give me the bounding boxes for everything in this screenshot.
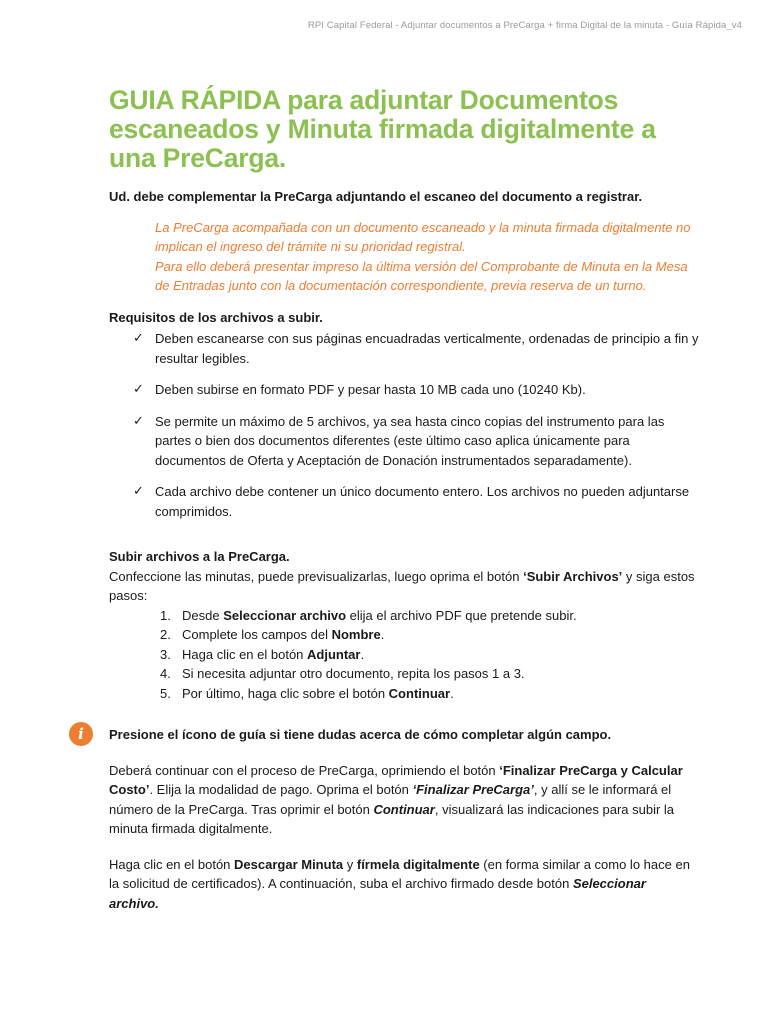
para1-a: Deberá continuar con el proceso de PreCarga, oprimiendo el botón [109,762,500,778]
step-bold: Adjuntar [307,646,361,662]
step-number: 3. [160,646,171,662]
step-item [109,664,699,684]
requirement-text: Deben subirse en formato PDF y pesar hasta 10 MB cada uno (10240 Kb). [155,382,586,397]
step-text: Desde [182,607,224,623]
guide-note [78,725,699,745]
step-number: 1. [160,607,171,623]
para1-g: , visualizará las indicaciones para subir la minuta firmada digitalmente. [109,801,675,836]
requirement-item [109,380,699,400]
step-text: Complete los campos del [182,627,332,642]
step-text-post: elija el archivo PDF que pretende subir. [346,607,577,623]
checkmark-icon: ✓ [133,381,144,396]
document-body [78,85,699,913]
requirement-item [109,412,699,471]
para2-e: (en forma similar a como lo hace en la solicitud de certificados). A continuación, suba el archivo firmado desde botón [109,856,690,891]
para1-d: ‘Finalizar PreCarga’ [412,782,534,797]
upload-intro-post: y siga estos pasos: [109,568,695,603]
requirement-item [109,329,699,368]
requirements-title: Requisitos de los archivos a subir. [109,309,323,325]
requirements-list [109,329,699,521]
step-text-post: . [360,646,365,662]
upload-intro-pre: Confeccione las minutas, puede previsualizarlas, luego oprima el botón [109,568,524,584]
page-header: RPI Capital Federal - Adjuntar documentos a PreCarga + firma Digital de la minuta - Guía Rápida_v4 [307,20,742,31]
step-item [109,645,699,665]
step-text-post: . [450,685,454,701]
step-number: 4. [160,666,171,681]
paragraph-finalize [109,761,699,839]
step-text: Haga clic en el botón [182,646,308,662]
step-item [109,625,699,645]
checkmark-icon: ✓ [133,483,144,498]
step-text-post: . [380,627,385,642]
para1-b: ‘Finalizar PreCarga y Calcular Costo’ [109,762,683,797]
notice-line-1: La PreCarga acompañada con un documento escaneado y la minuta firmada digitalmente no implican el ingreso del trámite ni su prioridad registral. [155,219,691,254]
guide-text: Presione el ícono de guía si tiene dudas acerca de cómo completar algún campo. [109,727,612,742]
intro-text: Ud. debe complementar la PreCarga adjuntando el escaneo del documento a registrar. [109,189,643,204]
step-bold: Nombre [331,627,381,642]
requirement-text: Se permite un máximo de 5 archivos, ya sea hasta cinco copias del instrumento para las partes o bien dos documentos diferentes (este último caso aplica únicamente para documentos de Oferta y Aceptación de Donación instrumentados separadamente). [155,413,665,468]
para2-c: y [343,856,357,872]
upload-intro-bold: ‘Subir Archivos’ [523,568,623,584]
requirement-text: Cada archivo debe contener un único documento entero. Los archivos no pueden adjuntarse comprimidos. [155,484,690,519]
step-number: 2. [160,627,171,642]
upload-intro [109,567,699,606]
upload-title: Subir archivos a la PreCarga. [109,549,290,564]
paragraph-download [109,855,699,914]
para2-d: fírmela digitalmente [356,856,480,872]
checkmark-icon: ✓ [133,330,144,345]
requirement-item [109,482,699,521]
checkmark-icon: ✓ [133,412,144,428]
requirement-text: Deben escanearse con sus páginas encuadradas verticalmente, ordenadas de principio a fin y resultar legibles. [155,331,699,366]
step-bold: Seleccionar archivo [223,607,347,623]
step-number: 5. [160,685,171,701]
step-item [109,606,699,626]
upload-steps [109,606,699,704]
para1-e: , y allí se le informará el número de la PreCarga. Tras oprimir el botón [109,782,672,817]
para2-f: Seleccionar archivo. [109,876,646,911]
para2-b: Descargar Minuta [234,856,344,872]
info-icon: i [69,722,93,746]
step-text: Si necesita adjuntar otro documento, repita los pasos 1 a 3. [182,666,525,681]
notice-block [155,218,699,296]
notice-line-2: Para ello deberá presentar impreso la última versión del Comprobante de Minuta en la Mesa de Entradas junto con la documentación correspondiente, previa reserva de un turno. [155,258,688,293]
para2-a: Haga clic en el botón [109,856,235,872]
step-text: Por último, haga clic sobre el botón [182,685,389,701]
step-bold: Continuar [388,685,451,701]
para1-c: . Elija la modalidad de pago. Oprima el botón [149,782,413,797]
page-title: GUIA RÁPIDA para adjuntar Documentos escaneados y Minuta firmada digitalmente a una PreCarga. [109,85,656,173]
para1-f: Continuar [373,801,435,817]
step-item [109,684,699,704]
